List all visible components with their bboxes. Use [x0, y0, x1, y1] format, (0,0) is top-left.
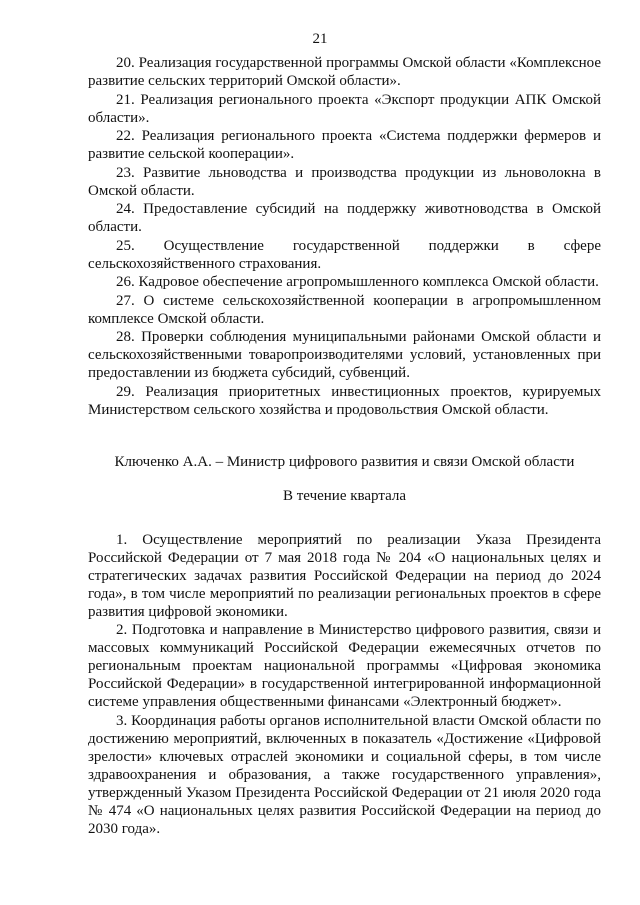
- section-heading: Ключенко А.А. – Министр цифрового развития и связи Омской области: [114, 453, 575, 470]
- list-item: 1. Осуществление мероприятий по реализации Указа Президента Российской Федерации от 7 мая 2018 года № 204 «О национальных целях и стратегических задачах развития Российской Федерации на период до 2024 года», в том числе мероприятий по реализации региональных проектов в сфере развития цифровой экономики.: [88, 531, 601, 620]
- list-item: 20. Реализация государственной программы Омской области «Комплексное развитие сельских территорий Омской области».: [88, 55, 601, 89]
- list-item: 26. Кадровое обеспечение агропромышленного комплекса Омской области.: [116, 274, 599, 290]
- period-heading: В течение квартала: [282, 487, 407, 504]
- agriculture-task-list: [88, 54, 601, 419]
- list-item: 27. О системе сельскохозяйственной кооперации в агропромышленном комплексе Омской области.: [88, 292, 601, 327]
- list-item: 22. Реализация регионального проекта «Система поддержки фермеров и развитие сельской кооперации».: [88, 128, 601, 162]
- list-item: 2. Подготовка и направление в Министерство цифрового развития, связи и массовых коммуникаций Российской Федерации ежемесячных отчетов по региональным проектам национальной программы «Цифровая экономика Российской Федерации» в государственной интегрированной информационной системе управления общественными финансами «Электронный бюджет».: [88, 622, 601, 710]
- list-item: 3. Координация работы органов исполнительной власти Омской области по достижению мероприятий, включенных в показатель «Достижение «Цифровой зрелости» ключевых отраслей экономики и социальной сферы, в том числе здравоохранения и образования, а также государственного управления», утвержденный Указом Президента Российской Федерации от 21 июля 2020 года № 474 «О национальных целях развития Российской Федерации на период до 2030 года».: [88, 712, 601, 837]
- list-item: 23. Развитие льноводства и производства продукции из льноволокна в Омской области.: [88, 164, 601, 199]
- digital-task-list: [88, 531, 601, 838]
- list-item: 21. Реализация регионального проекта «Экспорт продукции АПК Омской области».: [88, 91, 601, 126]
- list-item: 24. Предоставление субсидий на поддержку животноводства в Омской области.: [88, 201, 601, 235]
- list-item: 25. Осуществление государственной поддержки в сфере сельскохозяйственного страхования.: [88, 237, 601, 272]
- page-number: 21: [312, 31, 328, 47]
- list-item: 28. Проверки соблюдения муниципальными районами Омской области и сельскохозяйственными товаропроизводителями условий, установленных при предоставлении из бюджета субсидий, субвенций.: [88, 329, 601, 381]
- page-content: [88, 54, 601, 838]
- list-item: 29. Реализация приоритетных инвестиционных проектов, курируемых Министерством сельского хозяйства и продовольствия Омской области.: [88, 383, 601, 418]
